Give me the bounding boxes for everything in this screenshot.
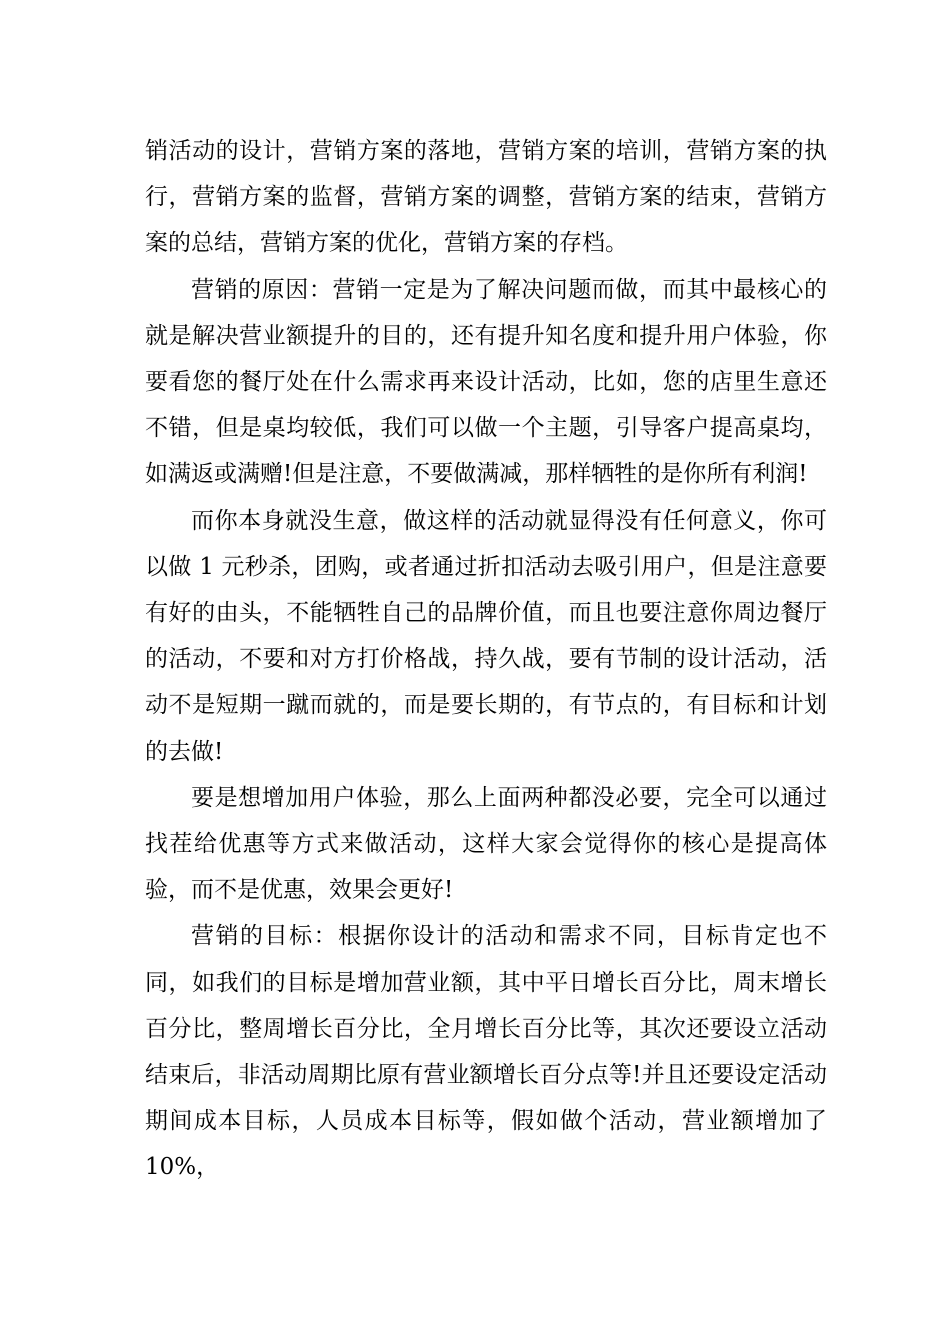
paragraph-4: 要是想增加用户体验，那么上面两种都没必要，完全可以通过找茬给优惠等方式来做活动，这样大家会觉得你的核心是提高体验，而不是优惠，效果会更好! [145,784,827,904]
paragraph-5: 营销的目标：根据你设计的活动和需求不同，目标肯定也不同，如我们的目标是增加营业额，其中平日增长百分比，周末增长百分比，整周增长百分比，全月增长百分比等，其次还要设立活动结束后，非活动周期比原有营业额增长百分点等!并且还要设定活动期间成本目标，人员成本目标等，假如做个活动，营业额增加了 10%， [145,923,827,1181]
paragraph-3: 而你本身就没生意，做这样的活动就显得没有任何意义，你可以做 1 元秒杀，团购，或者通过折扣活动去吸引用户，但是注意要有好的由头，不能牺牲自己的品牌价值，而且也要注意你周边餐厅的活动，不要和对方打价格战，持久战，要有节制的设计活动，活动不是短期一蹴而就的，而是要长期的，有节点的，有目标和计划的去做! [145,507,827,765]
document-body [145,128,827,1191]
paragraph-2: 营销的原因：营销一定是为了解决问题而做，而其中最核心的就是解决营业额提升的目的，还有提升知名度和提升用户体验，你要看您的餐厅处在什么需求再来设计活动，比如，您的店里生意还不错，但是桌均较低，我们可以做一个主题，引导客户提高桌均，如满返或满赠!但是注意，不要做满减，那样牺牲的是你所有利润! [145,276,827,488]
paragraph-1: 销活动的设计，营销方案的落地，营销方案的培训，营销方案的执行，营销方案的监督，营销方案的调整，营销方案的结束，营销方案的总结，营销方案的优化，营销方案的存档。 [145,138,827,257]
